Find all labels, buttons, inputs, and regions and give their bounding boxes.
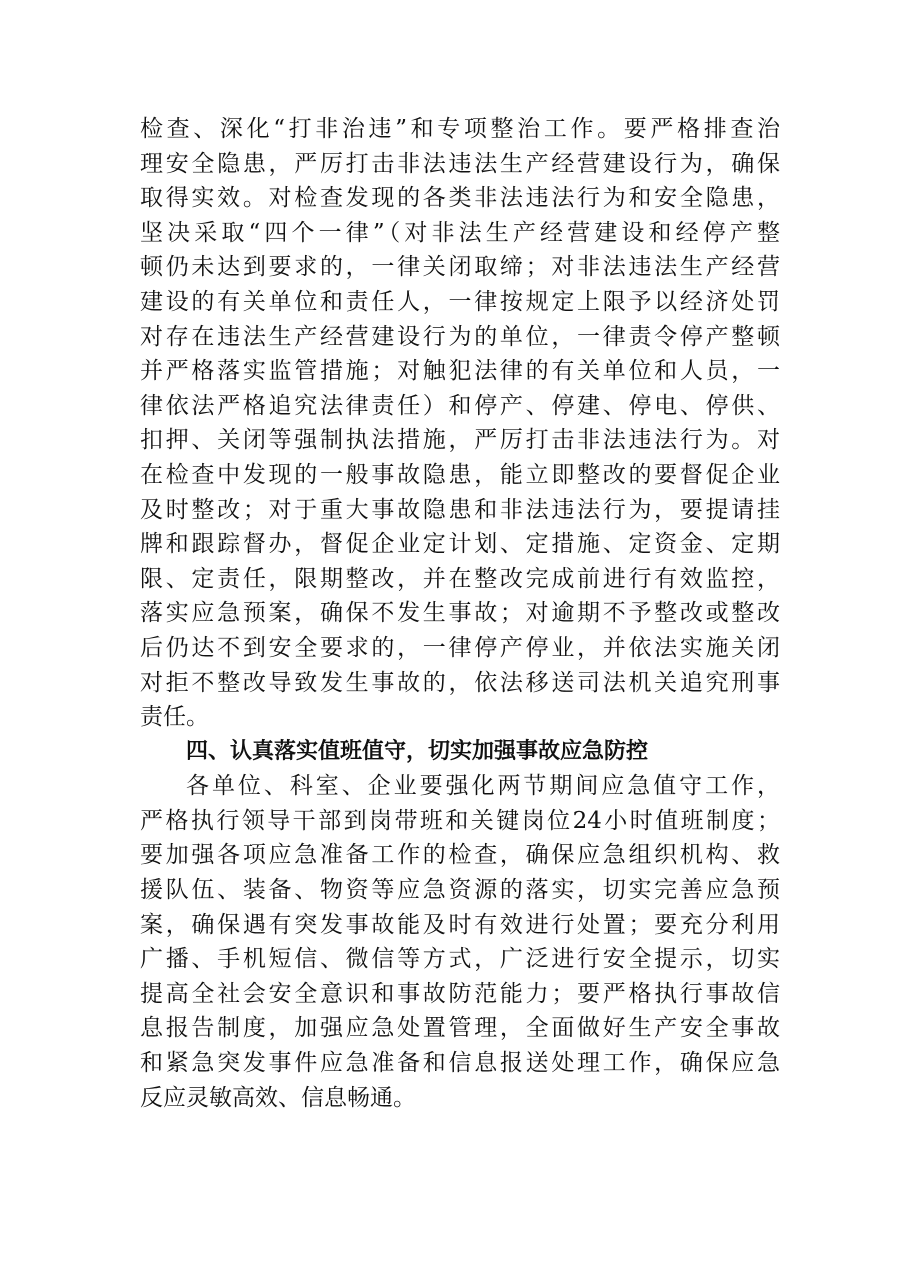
text-line: 坚决采取“四个一律”（对非法生产经营建设和经停产整 bbox=[140, 219, 780, 246]
paragraph-1 bbox=[140, 112, 780, 735]
text-line: 限、定责任，限期整改，并在整改完成前进行有效监控， bbox=[140, 565, 780, 592]
text-line: 息报告制度，加强应急处置管理，全面做好生产安全事故 bbox=[140, 1015, 780, 1042]
text-line: 在检查中发现的一般事故隐患，能立即整改的要督促企业 bbox=[140, 461, 780, 488]
text-line: 责任。 bbox=[140, 704, 209, 731]
paragraph-2 bbox=[140, 769, 780, 1115]
text-line: 扣押、关闭等强制执法措施，严厉打击非法违法行为。对 bbox=[140, 427, 780, 454]
text-line: 理安全隐患，严厉打击非法违法生产经营建设行为，确保 bbox=[140, 150, 780, 177]
text-line: 对存在违法生产经营建设行为的单位，一律责令停产整顿 bbox=[140, 323, 780, 350]
text-line: 反应灵敏高效、信息畅通。 bbox=[140, 1084, 416, 1111]
text-line: 建设的有关单位和责任人，一律按规定上限予以经济处罚 bbox=[140, 288, 780, 315]
text-line: 后仍达不到安全要求的，一律停产停业，并依法实施关闭 bbox=[140, 634, 780, 661]
text-line: 提高全社会安全意识和事故防范能力；要严格执行事故信 bbox=[140, 980, 780, 1007]
text-line: 和紧急突发事件应急准备和信息报送处理工作，确保应急 bbox=[140, 1050, 780, 1077]
text-line: 律依法严格追究法律责任）和停产、停建、停电、停供、 bbox=[140, 392, 780, 419]
text-line: 顿仍未达到要求的，一律关闭取缔；对非法违法生产经营 bbox=[140, 254, 780, 281]
text-line: 落实应急预案，确保不发生事故；对逾期不予整改或整改 bbox=[140, 600, 780, 627]
text-line: 检查、深化“打非治违”和专项整治工作。要严格排查治 bbox=[140, 116, 780, 142]
text-line: 严格执行领导干部到岗带班和关键岗位24小时值班制度； bbox=[140, 807, 780, 834]
text-line: 对拒不整改导致发生事故的，依法移送司法机关追究刑事 bbox=[140, 669, 780, 696]
text-line: 并严格落实监管措施；对触犯法律的有关单位和人员，一 bbox=[140, 358, 780, 385]
section-heading: 四、认真落实值班值守，切实加强事故应急防控 bbox=[186, 738, 649, 764]
text-line: 广播、手机短信、微信等方式，广泛进行安全提示，切实 bbox=[140, 946, 780, 973]
text-line: 各单位、科室、企业要强化两节期间应急值守工作， bbox=[186, 773, 780, 800]
text-line: 要加强各项应急准备工作的检查，确保应急组织机构、救 bbox=[140, 842, 780, 869]
text-line: 案，确保遇有突发事故能及时有效进行处置；要充分利用 bbox=[140, 911, 780, 938]
text-line: 援队伍、装备、物资等应急资源的落实，切实完善应急预 bbox=[140, 877, 780, 904]
text-line: 及时整改；对于重大事故隐患和非法违法行为，要提请挂 bbox=[140, 496, 780, 523]
document-body bbox=[140, 112, 780, 1115]
text-line: 牌和跟踪督办，督促企业定计划、定措施、定资金、定期 bbox=[140, 531, 780, 558]
text-line: 取得实效。对检查发现的各类非法违法行为和安全隐患， bbox=[140, 185, 780, 212]
